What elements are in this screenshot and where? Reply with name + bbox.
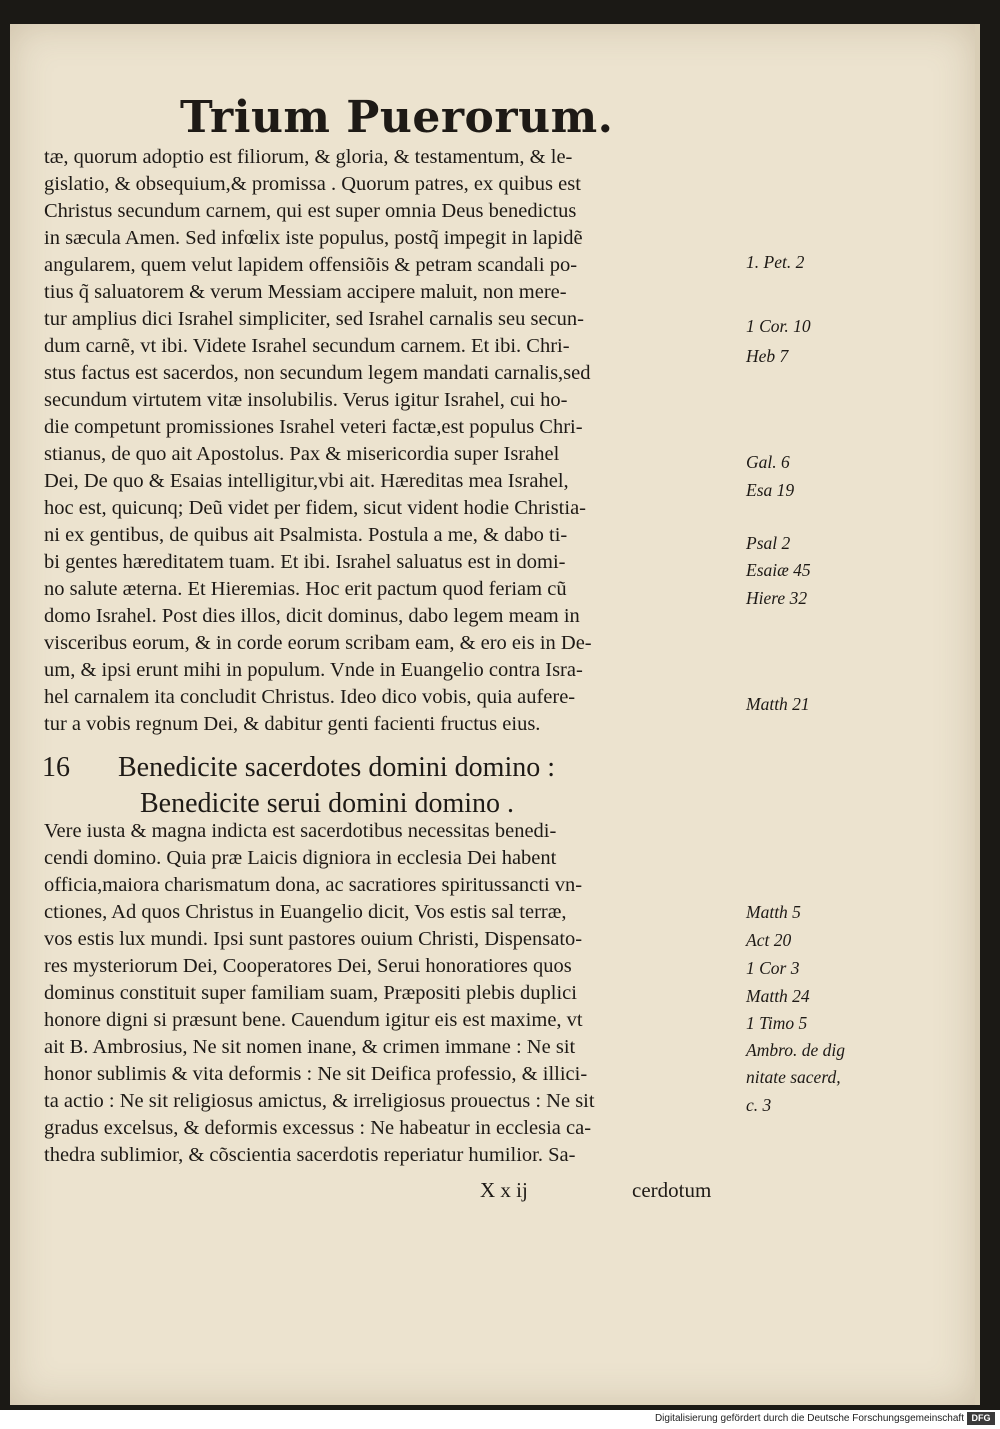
margin-reference: 1 Cor. 10 bbox=[746, 316, 811, 336]
text-line: domo Israhel. Post dies illos, dicit dominus, dabo legem meam in bbox=[44, 605, 580, 627]
margin-reference: 1 Timo 5 bbox=[746, 1013, 808, 1033]
text-line: dominus constituit super familiam suam, Præpositi plebis duplici bbox=[44, 982, 577, 1004]
text-line: vos estis lux mundi. Ipsi sunt pastores ouium Christi, Dispensato- bbox=[44, 928, 583, 950]
text-line: Vere iusta & magna indicta est sacerdotibus necessitas benedi- bbox=[44, 820, 557, 842]
verse-line-2: Benedicite serui domini domino . bbox=[140, 788, 515, 819]
text-line: officia,maiora charismatum dona, ac sacratiores spiritussancti vn- bbox=[44, 874, 583, 896]
verse-number: 16 bbox=[42, 752, 70, 783]
text-line: ni ex gentibus, de quibus ait Psalmista. Postula a me, & dabo ti- bbox=[44, 524, 568, 546]
text-line: hoc est, quicunq; Deũ videt per fidem, sicut vident hodie Christia- bbox=[44, 497, 586, 519]
dfg-logo: DFG bbox=[967, 1412, 995, 1425]
text-line: Dei, De quo & Esaias intelligitur,vbi ait. Hæreditas mea Israhel, bbox=[44, 470, 569, 492]
margin-reference: Esa 19 bbox=[746, 480, 795, 500]
text-line: ait B. Ambrosius, Ne sit nomen inane, & crimen immane : Ne sit bbox=[44, 1036, 576, 1058]
text-line: no salute æterna. Et Hieremias. Hoc erit pactum quod feriam cũ bbox=[44, 578, 567, 600]
text-line: res mysteriorum Dei, Cooperatores Dei, Serui honoratiores quos bbox=[44, 955, 572, 977]
footer-bar bbox=[0, 1410, 1000, 1429]
signature-mark: X x ij bbox=[480, 1178, 528, 1202]
running-header: Trium Puerorum. bbox=[180, 92, 614, 143]
margin-reference: c. 3 bbox=[746, 1095, 772, 1115]
text-line: cendi domino. Quia præ Laicis digniora in ecclesia Dei habent bbox=[44, 847, 557, 869]
margin-reference: nitate sacerd, bbox=[746, 1067, 841, 1087]
margin-reference: Matth 24 bbox=[746, 986, 810, 1006]
verse-line-1: Benedicite sacerdotes domini domino : bbox=[118, 752, 556, 783]
text-line: die competunt promissiones Israhel veteri factæ,est populus Chri- bbox=[44, 416, 583, 438]
text-line: visceribus eorum, & in corde eorum scribam eam, & ero eis in De- bbox=[44, 632, 592, 654]
margin-reference: Gal. 6 bbox=[746, 452, 790, 472]
margin-reference: Psal 2 bbox=[746, 533, 791, 553]
page-edge bbox=[975, 24, 980, 1405]
text-line: Christus secundum carnem, qui est super omnia Deus benedictus bbox=[44, 200, 577, 222]
text-line: um, & ipsi erunt mihi in populum. Vnde in Euangelio contra Isra- bbox=[44, 659, 583, 681]
margin-reference: Heb 7 bbox=[746, 346, 789, 366]
text-line: stianus, de quo ait Apostolus. Pax & misericordia super Israhel bbox=[44, 443, 560, 465]
margin-reference: Matth 21 bbox=[746, 694, 810, 714]
funding-note: Digitalisierung gefördert durch die Deutsche Forschungsgemeinschaft bbox=[654, 1413, 964, 1424]
text-line: gislatio, & obsequium,& promissa . Quorum patres, ex quibus est bbox=[44, 173, 581, 195]
text-line: tius q̃ saluatorem & verum Messiam accipere maluit, non mere- bbox=[44, 281, 567, 303]
text-line: bi gentes hæreditatem tuam. Et ibi. Israhel saluatus est in domi- bbox=[44, 551, 566, 573]
text-line: stus factus est sacerdos, non secundum legem mandati carnalis,sed bbox=[44, 362, 591, 384]
text-line: secundum virtutem vitæ insolubilis. Verus igitur Israhel, cui ho- bbox=[44, 389, 568, 411]
margin-reference: 1. Pet. 2 bbox=[746, 252, 805, 272]
text-line: honor sublimis & vita deformis : Ne sit Deifica professio, & illici- bbox=[44, 1063, 588, 1085]
text-line: in sæcula Amen. Sed infœlix iste populus, postq̃ impegit in lapidẽ bbox=[44, 227, 583, 249]
text-line: ta actio : Ne sit religiosus amictus, & irreligiosus prouectus : Ne sit bbox=[44, 1090, 595, 1112]
text-line: thedra sublimior, & cõscientia sacerdotis reperiatur humilior. Sa- bbox=[44, 1144, 576, 1166]
margin-reference: Hiere 32 bbox=[746, 588, 808, 608]
text-line: angularem, quem velut lapidem offensiõis & petram scandali po- bbox=[44, 254, 578, 276]
margin-reference: Matth 5 bbox=[746, 902, 801, 922]
margin-reference: Act 20 bbox=[746, 930, 792, 950]
text-line: honore digni si præsunt bene. Cauendum igitur eis est maxime, vt bbox=[44, 1009, 583, 1031]
text-line: tur a vobis regnum Dei, & dabitur genti facienti fructus eius. bbox=[44, 713, 541, 735]
text-line: gradus excelsus, & deformis excessus : Ne habeatur in ecclesia ca- bbox=[44, 1117, 592, 1139]
text-line: hel carnalem ita concludit Christus. Ideo dico vobis, quia aufere- bbox=[44, 686, 576, 708]
text-line: tur amplius dici Israhel simpliciter, sed Israhel carnalis seu secun- bbox=[44, 308, 584, 330]
margin-reference: 1 Cor 3 bbox=[746, 958, 800, 978]
margin-reference: Ambro. de dig bbox=[746, 1040, 845, 1060]
margin-reference: Esaiæ 45 bbox=[746, 560, 811, 580]
catchword: cerdotum bbox=[632, 1178, 712, 1202]
text-line: tæ, quorum adoptio est filiorum, & gloria, & testamentum, & le- bbox=[44, 146, 573, 168]
text-line: ctiones, Ad quos Christus in Euangelio dicit, Vos estis sal terræ, bbox=[44, 901, 567, 923]
text-line: dum carnẽ, vt ibi. Videte Israhel secundum carnem. Et ibi. Chri- bbox=[44, 335, 570, 357]
